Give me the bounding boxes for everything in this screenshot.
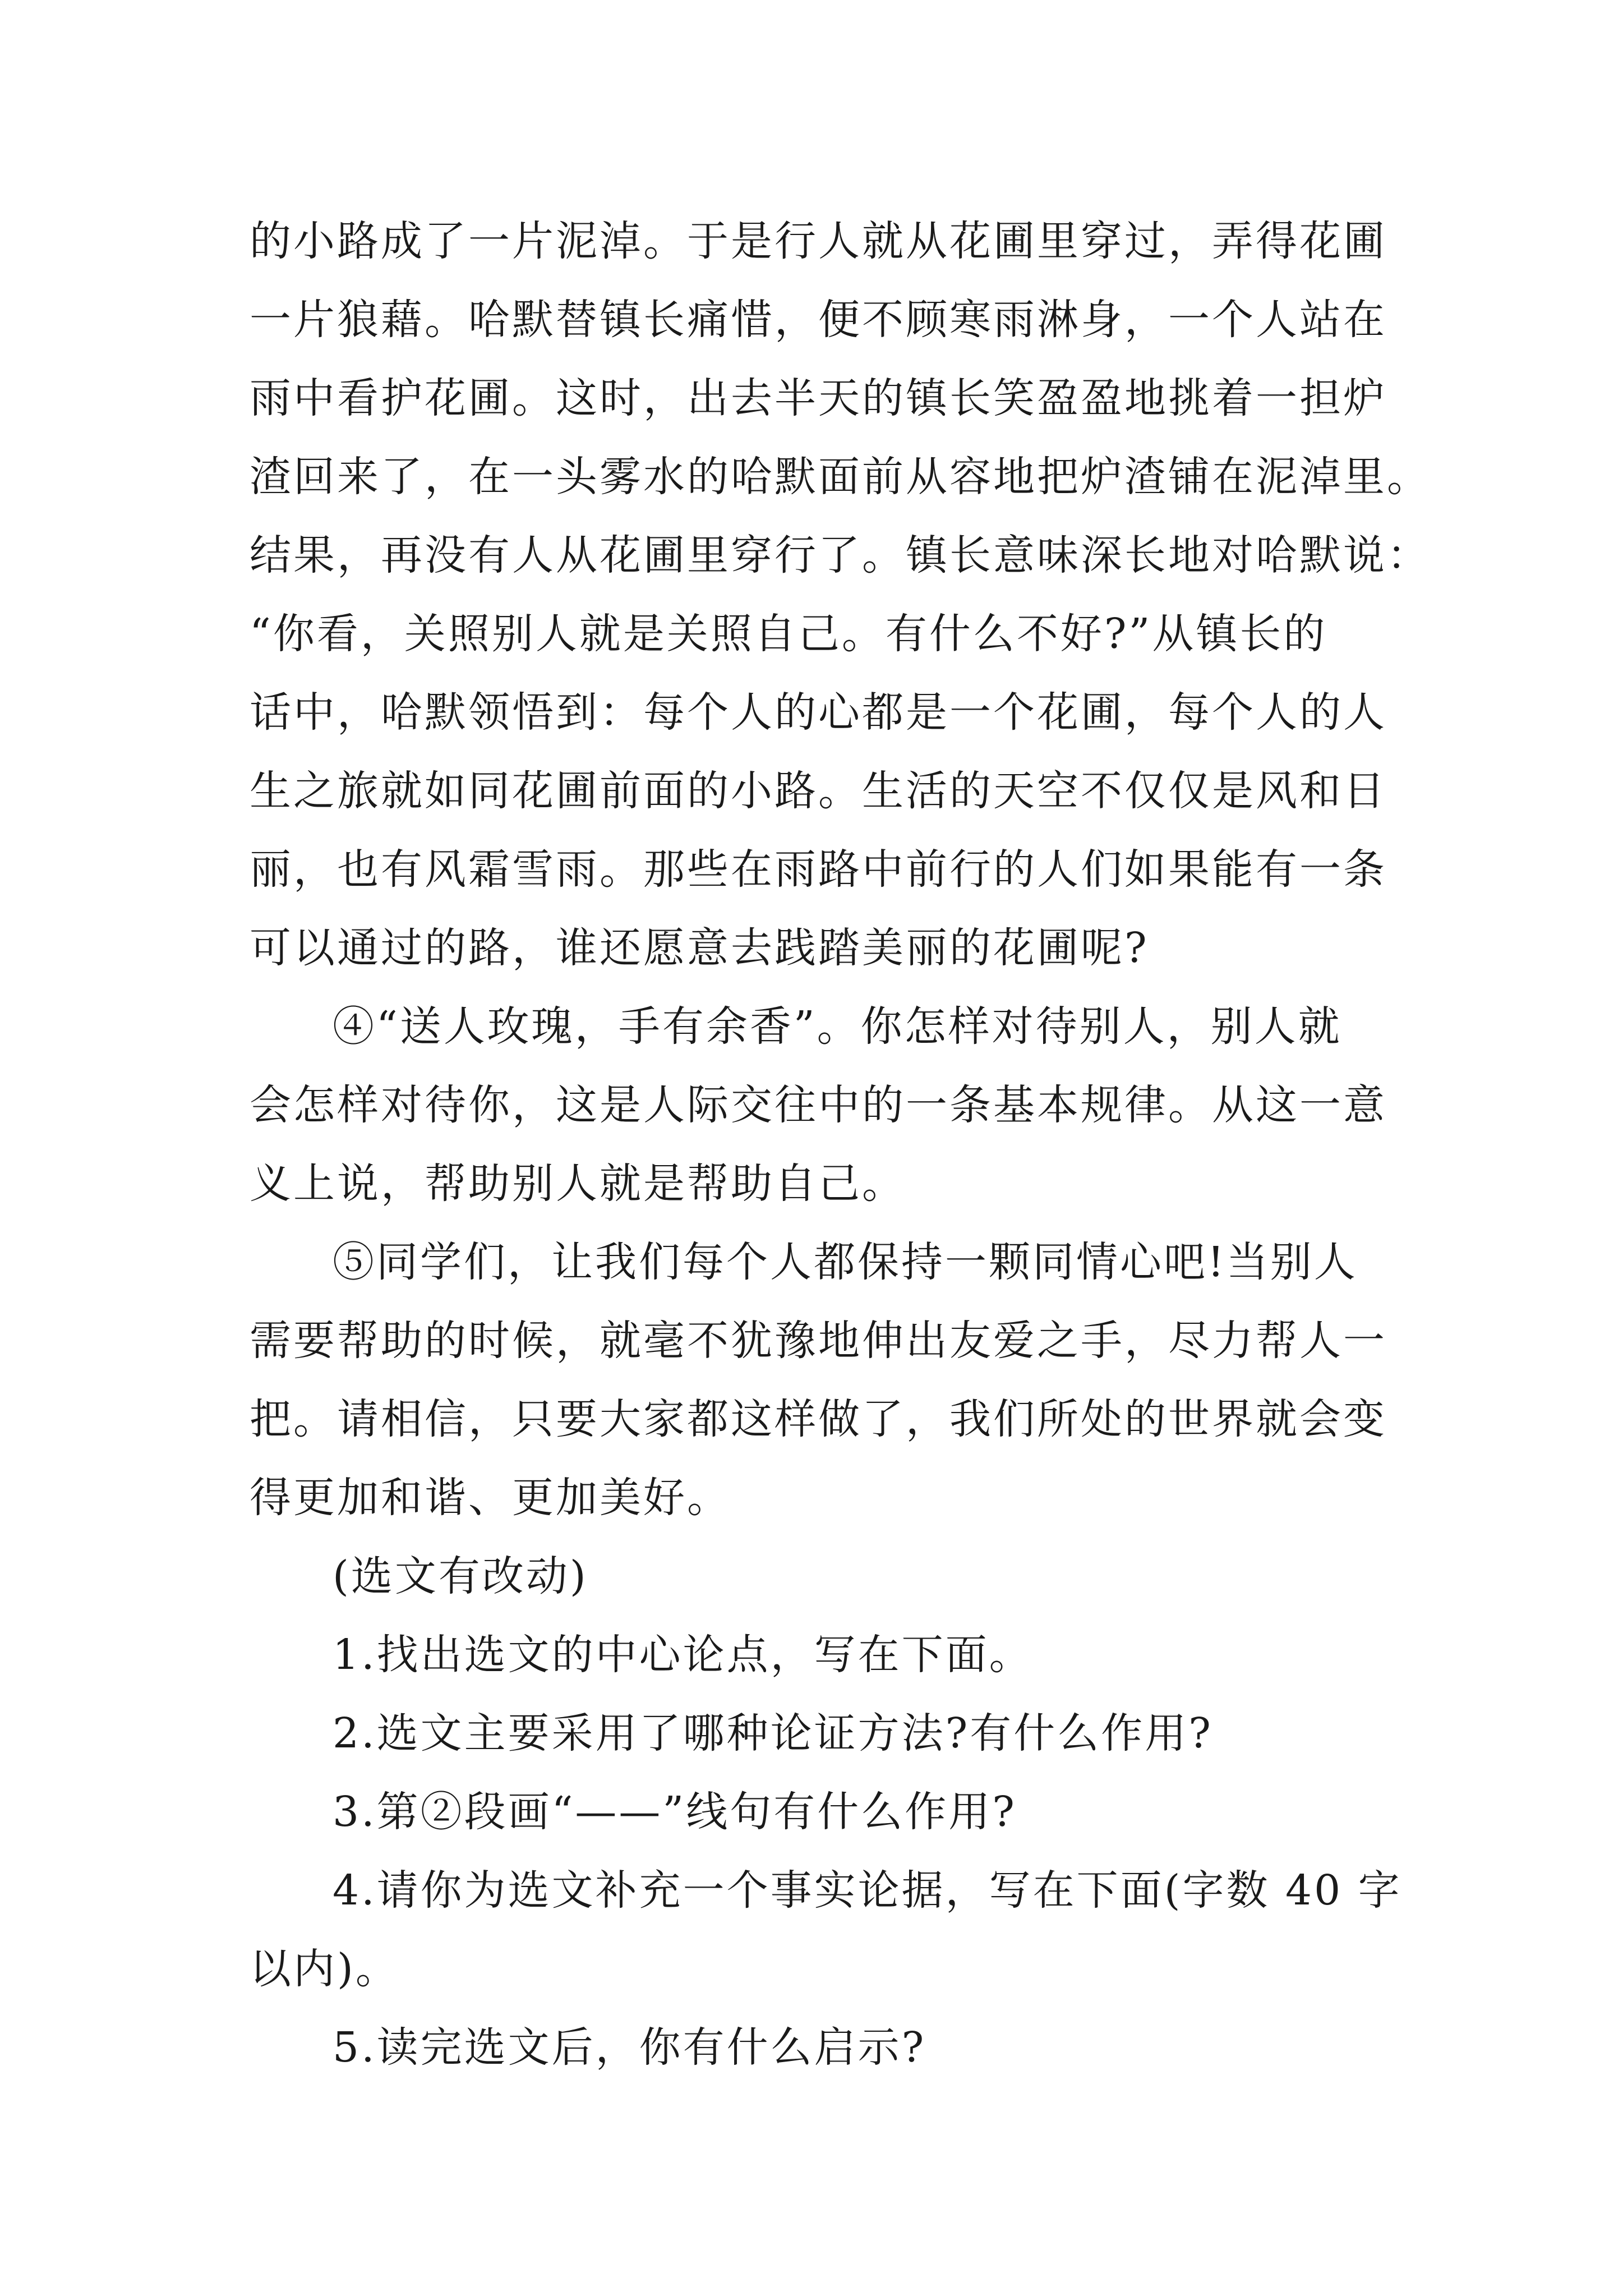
paragraph-5-start: ⑤同学们，让我们每个人都保持一颗同情心吧!当别人 [333, 1238, 1358, 1286]
text-line-4: 渣回来了，在一头雾水的哈默面前从容地把炉渣铺在泥淖里。 [250, 453, 1431, 501]
text-line-3: 雨中看护花圃。这时，出去半天的镇长笑盈盈地挑着一担炉 [250, 374, 1387, 422]
text-line-13: 义上说，帮助别人就是帮助自己。 [250, 1159, 906, 1208]
text-line-1: 的小路成了一片泥淖。于是行人就从花圃里穿过，弄得花圃 [250, 217, 1387, 265]
question-1: 1.找出选文的中心论点，写在下面。 [333, 1631, 1033, 1679]
question-4-continued: 以内)。 [250, 1945, 399, 1993]
text-line-5: 结果，再没有人从花圃里穿行了。镇长意味深长地对哈默说： [250, 531, 1431, 579]
question-4: 4.请你为选文补充一个事实论据，写在下面(字数 40 字 [333, 1866, 1402, 1915]
text-line-6: “你看，关照别人就是关照自己。有什么不好?”从镇长的 [250, 610, 1327, 658]
text-line-15: 需要帮助的时候，就毫不犹豫地伸出友爱之手，尽力帮人一 [250, 1317, 1387, 1365]
text-line-10: 可以通过的路，谁还愿意去践踏美丽的花圃呢? [250, 924, 1149, 972]
text-line-17: 得更加和谐、更加美好。 [250, 1474, 731, 1522]
question-2: 2.选文主要采用了哪种论证方法?有什么作用? [333, 1709, 1213, 1757]
source-note: (选文有改动) [333, 1552, 588, 1600]
text-line-12: 会怎样对待你，这是人际交往中的一条基本规律。从这一意 [250, 1081, 1387, 1129]
text-line-8: 生之旅就如同花圃前面的小路。生活的天空不仅仅是风和日 [250, 767, 1387, 815]
question-5: 5.读完选文后，你有什么启示? [333, 2023, 926, 2072]
text-line-16: 把。请相信，只要大家都这样做了，我们所处的世界就会变 [250, 1395, 1387, 1443]
question-3: 3.第②段画“——”线句有什么作用? [333, 1788, 1017, 1836]
document-body [250, 202, 1431, 2087]
text-line-9: 丽，也有风霜雪雨。那些在雨路中前行的人们如果能有一条 [250, 845, 1387, 894]
text-line-7: 话中，哈默领悟到：每个人的心都是一个花圃，每个人的人 [250, 688, 1387, 737]
paragraph-4-start: ④“送人玫瑰，手有余香”。你怎样对待别人，别人就 [333, 1002, 1342, 1051]
text-line-2: 一片狼藉。哈默替镇长痛惜，便不顾寒雨淋身，一个人站在 [250, 296, 1387, 344]
